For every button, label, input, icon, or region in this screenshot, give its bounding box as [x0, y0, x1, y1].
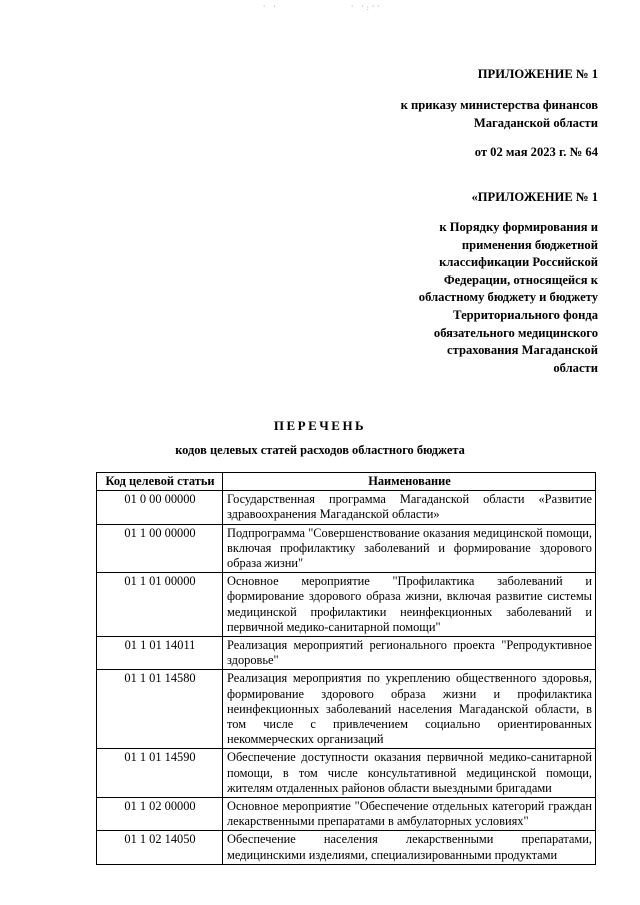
row-name: Основное мероприятие "Профилактика заболеваний и формирование здорового образа жизни, включая развитие системы медицинской профилактики неинфекционных заболеваний и первичной медико-санитарной помощи"	[223, 573, 596, 637]
row-code: 01 1 01 14580	[97, 670, 223, 749]
row-code: 01 1 01 14011	[97, 637, 223, 670]
row-name: Реализация мероприятий регионального проекта "Репродуктивное здоровье"	[223, 637, 596, 670]
row-name: Реализация мероприятия по укреплению общественного здоровья, формирование здорового образа жизни и профилактика неинфекционных заболеваний населения Магаданской области, в том числе с привлечением социально ориентированных некоммерческих организаций	[223, 670, 596, 749]
inner-reference-line: к Порядку формирования и	[439, 220, 598, 234]
column-header-name: Наименование	[223, 473, 596, 491]
table-row	[97, 524, 596, 573]
inner-reference-line: обязательного медицинского	[433, 325, 598, 340]
inner-reference-line: Федерации, относящейся к	[443, 272, 598, 287]
row-code: 01 1 01 00000	[97, 573, 223, 637]
inner-reference-line: области	[553, 360, 598, 375]
document-title: ПЕРЕЧЕНЬ	[273, 418, 367, 433]
table-row	[97, 491, 596, 524]
row-name: Основное мероприятие "Обеспечение отдельных категорий граждан лекарственными препаратами в амбулаторных условиях"	[223, 798, 596, 831]
appendix-title: ПРИЛОЖЕНИЕ № 1	[477, 67, 598, 81]
scan-mark: ' ':''	[350, 4, 382, 12]
row-name: Обеспечение населения лекарственными препаратами, медицинскими изделиями, специализированными продуктами	[223, 831, 596, 864]
column-header-code: Код целевой статьи	[97, 473, 223, 491]
row-code: 01 1 01 14590	[97, 749, 223, 798]
table-row	[97, 637, 596, 670]
codes-table	[96, 472, 596, 865]
inner-reference-line: страхования Магаданской	[447, 343, 598, 358]
row-name: Государственная программа Магаданской области «Развитие здравоохранения Магаданской области»	[223, 491, 596, 524]
inner-reference	[419, 219, 598, 377]
table-row	[97, 670, 596, 749]
table-row	[97, 573, 596, 637]
inner-reference-line: Территориального фонда	[453, 307, 598, 322]
inner-reference-line: областному бюджету и бюджету	[418, 290, 598, 305]
table-row	[97, 749, 596, 798]
order-reference-line: Магаданской области	[473, 115, 598, 130]
inner-reference-line: классификации Российской	[439, 255, 598, 270]
order-reference-line: к приказу министерства финансов	[400, 98, 598, 112]
row-code: 01 1 00 00000	[97, 524, 223, 573]
inner-reference-line: применения бюджетной	[461, 237, 598, 252]
order-reference	[401, 97, 598, 132]
table-header-row	[97, 473, 596, 491]
row-code: 01 1 02 14050	[97, 831, 223, 864]
inner-appendix-title: «ПРИЛОЖЕНИЕ № 1	[471, 190, 598, 204]
table-row	[97, 798, 596, 831]
row-code: 01 0 00 00000	[97, 491, 223, 524]
table-row	[97, 831, 596, 864]
row-code: 01 1 02 00000	[97, 798, 223, 831]
document-subtitle: кодов целевых статей расходов областного бюджета	[175, 443, 465, 457]
row-name: Обеспечение доступности оказания первичной медико-санитарной помощи, в том числе консультативной медицинской помощи, жителям отдаленных районов области выездными бригадами	[223, 749, 596, 798]
order-date: от 02 мая 2023 г. № 64	[474, 145, 598, 159]
scan-mark: ' '	[262, 4, 278, 12]
row-name: Подпрограмма "Совершенствование оказания медицинской помощи, включая профилактику заболеваний и формирование здорового образа жизни"	[223, 524, 596, 573]
